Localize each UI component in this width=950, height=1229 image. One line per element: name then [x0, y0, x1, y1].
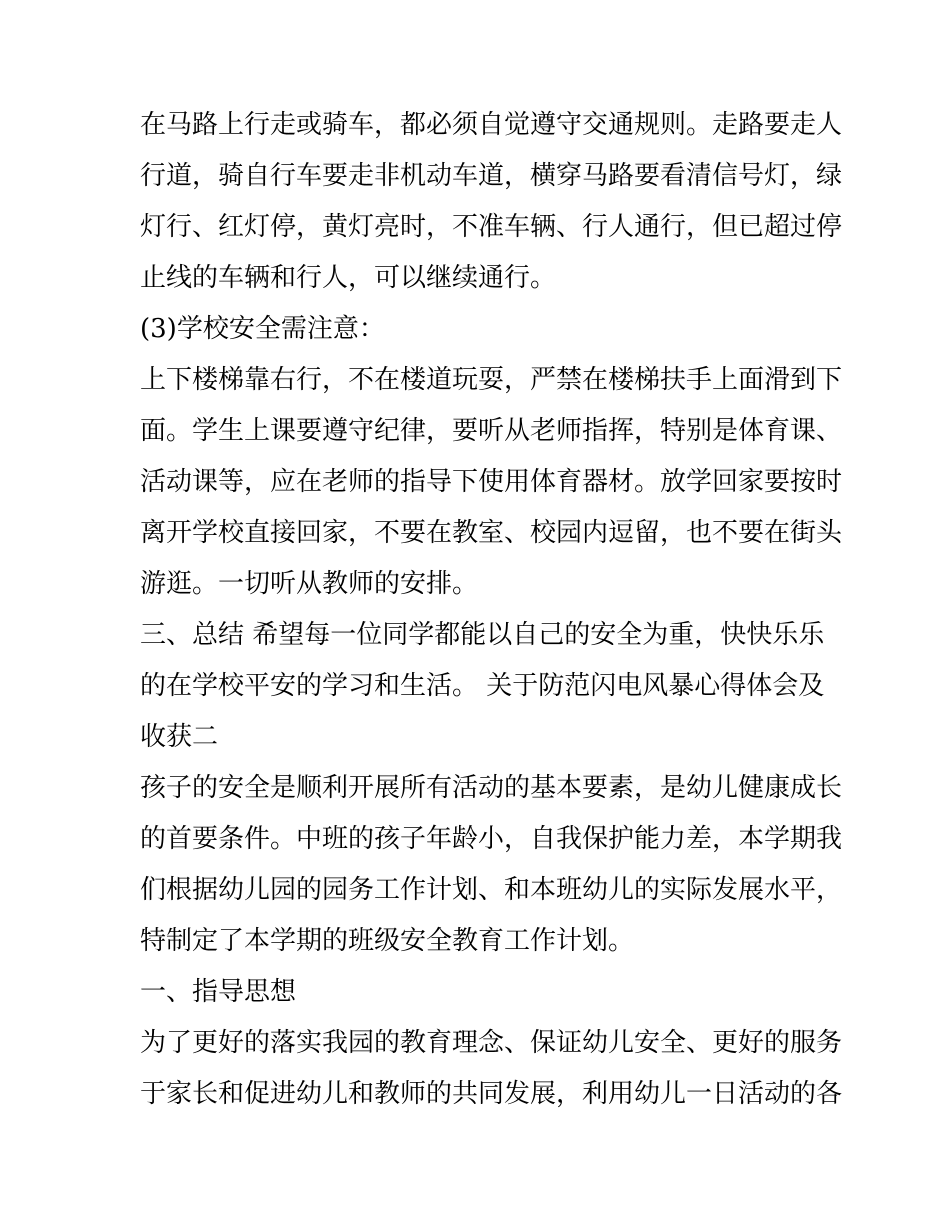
text-line: 行道，骑自行车要走非机动车道，横穿马路要看清信号灯，绿 [140, 161, 843, 191]
text-line: 上下楼梯靠右行，不在楼道玩耍，严禁在楼梯扶手上面滑到下 [140, 365, 843, 395]
text-line: 三、总结 希望每一位同学都能以自己的安全为重，快快乐乐 [140, 620, 825, 650]
text-line: 止线的车辆和行人，可以继续通行。 [140, 263, 557, 293]
text-line: 灯行、红灯停，黄灯亮时，不准车辆、行人通行，但已超过停 [140, 212, 843, 242]
text-line: 活动课等，应在老师的指导下使用体育器材。放学回家要按时 [140, 467, 843, 497]
section-heading: 一、指导思想 [140, 977, 297, 1007]
section-heading: (3)学校安全需注意： [140, 314, 385, 344]
section-heading: 收获二 [140, 722, 219, 752]
text-line: 们根据幼儿园的园务工作计划、和本班幼儿的实际发展水平， [140, 875, 843, 905]
text-line: 于家长和促进幼儿和教师的共同发展，利用幼儿一日活动的各 [140, 1079, 843, 1109]
text-line: 特制定了本学期的班级安全教育工作计划。 [140, 926, 635, 956]
text-line: 为了更好的落实我园的教育理念、保证幼儿安全、更好的服务 [140, 1028, 843, 1058]
text-line: 的在学校平安的学习和生活。 关于防范闪电风暴心得体会及 [140, 671, 825, 701]
text-line: 离开学校直接回家，不要在教室、校园内逗留，也不要在街头 [140, 518, 843, 548]
text-line: 面。学生上课要遵守纪律，要听从老师指挥，特别是体育课、 [140, 416, 843, 446]
text-line: 的首要条件。中班的孩子年龄小，自我保护能力差，本学期我 [140, 824, 843, 854]
text-line: 孩子的安全是顺利开展所有活动的基本要素，是幼儿健康成长 [140, 773, 843, 803]
text-line: 在马路上行走或骑车，都必须自觉遵守交通规则。走路要走人 [140, 110, 843, 140]
text-line: 游逛。一切听从教师的安排。 [140, 569, 479, 599]
document-body [140, 100, 843, 1120]
